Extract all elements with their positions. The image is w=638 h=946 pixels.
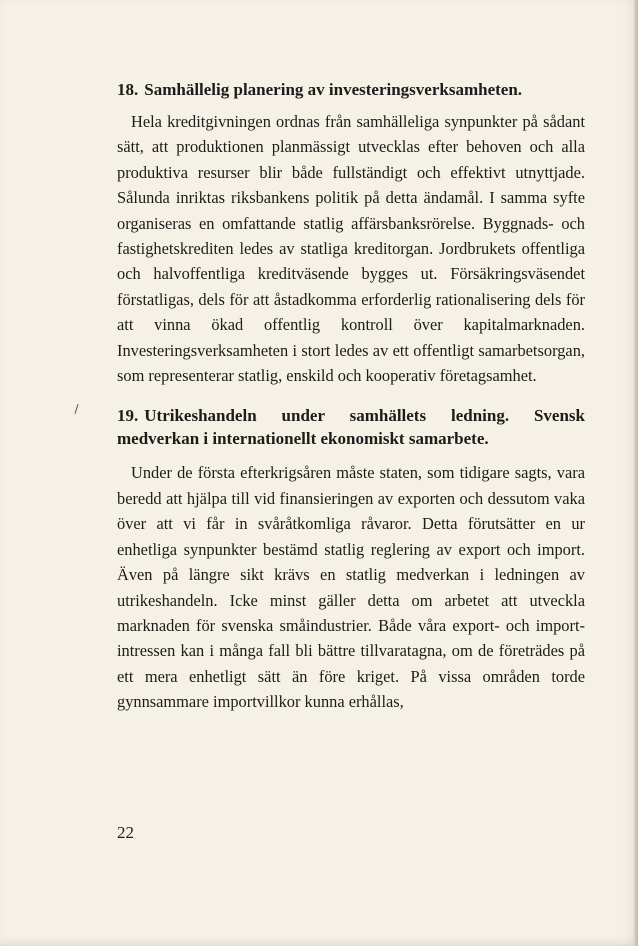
section-title: Samhällelig planering av investeringsverksamheten. (144, 80, 523, 99)
page-edge-shadow (634, 0, 638, 946)
text-block (117, 78, 585, 715)
section-18 (117, 78, 585, 388)
section-paragraph: Under de första efterkrigsåren måste staten, som tidigare sagts, vara beredd att hjälpa till vid finansieringen av exporten och dessutom vaka över att vi får in svåråtkomliga råvaror. Detta förutsätter en ur enhetliga synpunkter bestämd statlig reglering av export och import. Även på längre sikt krävs en statlig medverkan i ledningen av utrikeshandeln. Icke minst gäller detta om arbetet att utveckla marknaden för svenska småindustrier. Både våra export- och importintressen kan i många fall bli bättre tillvaratagna, om de företrädes på ett mera enhetligt sätt än före kriget. På vissa områden torde gynnsammare importvillkor kunna erhållas, (117, 463, 585, 712)
page-number: 22 (117, 823, 134, 842)
section-heading (117, 404, 585, 450)
section-heading (117, 78, 585, 101)
section-paragraph: Hela kreditgivningen ordnas från samhälleliga synpunkter på sådant sätt, att produktionen planmässigt utvecklas efter behoven och alla produktiva resurser blir både fullständigt och effektivt utnyttjade. Sålunda inriktas riksbankens politik på detta ändamål. I samma syfte organiseras en omfattande statlig affärsbanksrörelse. Byggnads- och fastighetskrediten ledes av statliga kreditorgan. Jordbrukets offentliga och halvoffentliga kreditväsende bygges ut. Försäkringsväsendet förstatligas, dels för att åstadkomma erforderlig rationalisering dels för att vinna ökad offentlig kontroll över kapitalmarknaden. Investeringsverksamheten i stort ledes av ett offentligt samarbetsorgan, som representerar statlig, enskild och kooperativ företagsamhet. (117, 112, 585, 386)
section-number: 19. (117, 406, 139, 426)
section-title: Utrikeshandeln under samhällets ledning. Svensk medverkan i internationellt ekonomiskt samarbete. (117, 406, 585, 449)
section-19 (117, 404, 585, 714)
pencil-mark (74, 404, 78, 414)
section-number: 18. (117, 80, 139, 99)
